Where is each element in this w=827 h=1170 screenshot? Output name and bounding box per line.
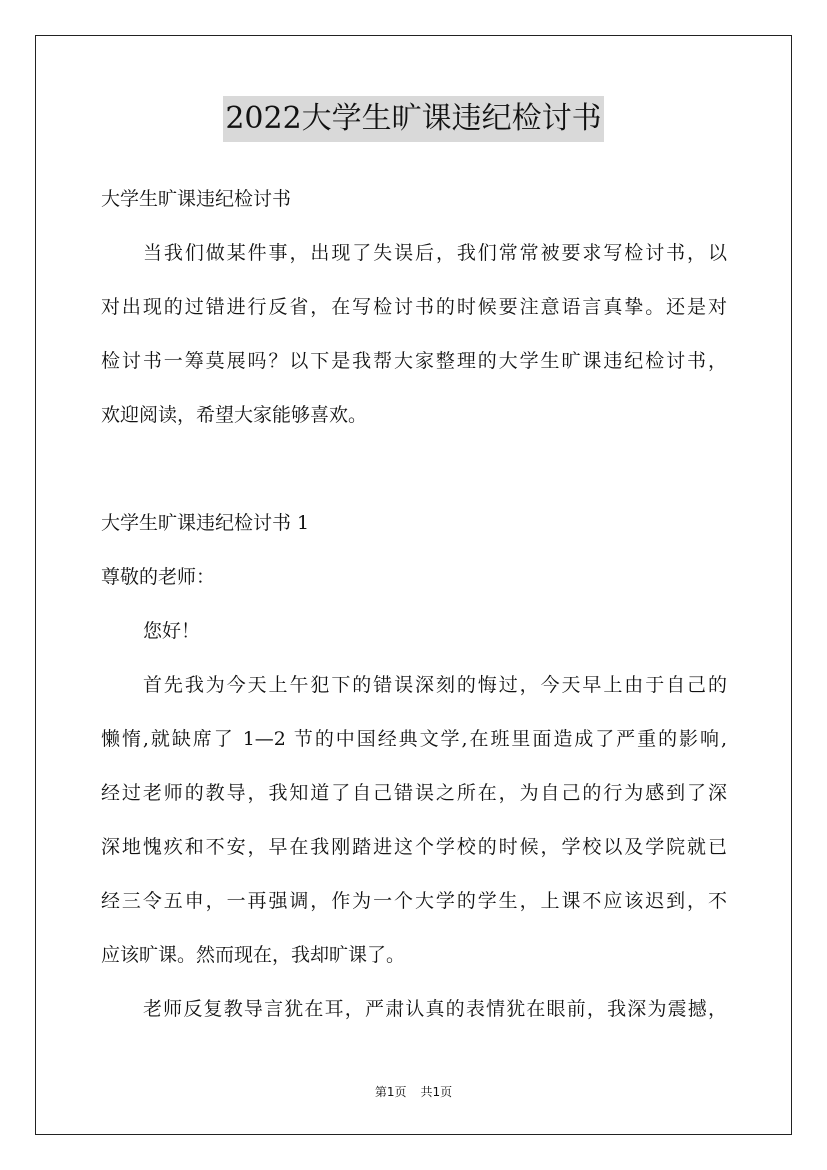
document-body <box>101 172 727 1036</box>
body-line-2: 懒惰,就缺席了 1—2 节的中国经典文学,在班里面造成了严重的影响, <box>101 728 727 750</box>
section-heading: 大学生旷课违纪检讨书 1 <box>101 512 310 534</box>
subtitle-line: 大学生旷课违纪检讨书 <box>101 188 292 210</box>
title-area <box>0 96 827 142</box>
paragraph-gap <box>101 442 727 496</box>
intro-line-1: 当我们做某件事，出现了失误后，我们常常被要求写检讨书，以 <box>143 242 727 264</box>
body-line-7: 老师反复教导言犹在耳，严肃认真的表情犹在眼前，我深为震撼， <box>143 998 727 1020</box>
body-line-1: 首先我为今天上午犯下的错误深刻的悔过，今天早上由于自己的 <box>143 674 727 696</box>
body-line-6: 应该旷课。然而现在，我却旷课了。 <box>101 944 406 966</box>
body-line-5: 经三令五申，一再强调，作为一个大学的学生，上课不应该迟到，不 <box>101 890 727 912</box>
page-total: 共1页 <box>420 1085 453 1099</box>
intro-line-2: 对出现的过错进行反省，在写检讨书的时候要注意语言真挚。还是对 <box>101 296 727 318</box>
intro-line-3: 检讨书一筹莫展吗？以下是我帮大家整理的大学生旷课违纪检讨书， <box>101 350 727 372</box>
page-footer <box>0 1083 827 1100</box>
page-number: 第1页 <box>374 1085 407 1099</box>
body-line-3: 经过老师的教导，我知道了自己错误之所在，为自己的行为感到了深 <box>101 782 727 804</box>
document-title: 2022大学生旷课违纪检讨书 <box>223 96 603 142</box>
greeting: 您好！ <box>143 620 201 642</box>
intro-line-4: 欢迎阅读，希望大家能够喜欢。 <box>101 404 368 426</box>
salutation: 尊敬的老师： <box>101 566 216 588</box>
body-line-4: 深地愧疚和不安，早在我刚踏进这个学校的时候，学校以及学院就已 <box>101 836 727 858</box>
